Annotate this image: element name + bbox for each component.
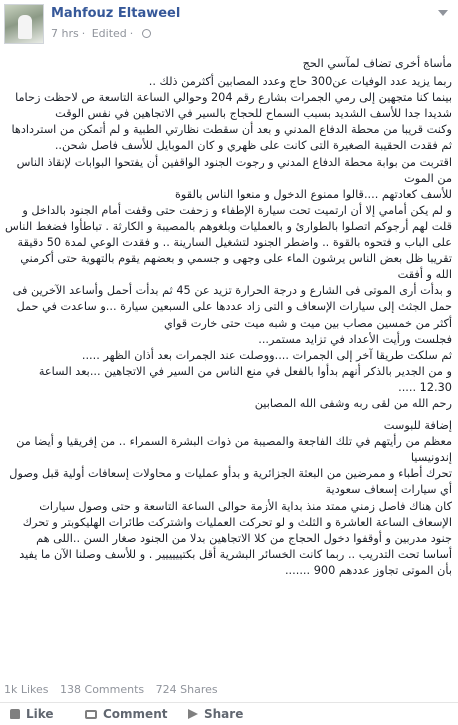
post-content bbox=[4, 56, 452, 579]
paragraph: ربما يزيد عدد الوفيات عن300 حاج وعدد المصابين أكثرمن ذلك .. bbox=[148, 75, 452, 89]
paragraph: وكنت قريبا من محطة الدفاع المدني و بعد أن سقطت نظارتي الطبية و لم أتمكن من استردادها ثم فقدت الحقيبة الصغيرة التى كانت على ظهري و كان الموبايل للأسف فاصل شحن.. bbox=[11, 123, 452, 153]
post-time[interactable]: 7 hrs bbox=[51, 27, 79, 40]
paragraph: رحم الله من لقى ربه وشفى الله المصابين bbox=[254, 396, 452, 410]
paragraph: للأسف كعادتهم ....قالوا ممنوع الدخول و منعوا الناس بالقوة bbox=[174, 187, 452, 201]
paragraph: و لم يكن أمامي إلا أن ارتميت تحت سيارة الإطفاء و زحفت حتى وقفت أمام الجنود بالداخل و قلت لهم أرجوكم اتصلوا بالطوارئ و بالعمليات وبلغوهم بالمصيبة و الكارثة . تباطأوا فضغط الناس على الباب و فتحوه بالقوة .. واضطر الجنود لتشغيل السارينة .. و فقدت الوعي لمدة 50 دقيقة تقريبا ظل بعض الناس يرشون الماء على وجهى و جسمي و بعضهم يقوم بالتهوية حتى أكرمني الله و أفقت bbox=[5, 203, 452, 282]
share-icon bbox=[188, 709, 198, 719]
globe-icon bbox=[142, 29, 151, 38]
paragraph: و بدأت أرى الموتى فى الشارع و درجة الحرارة تزيد عن 45 ثم بدأت أحمل وأساعد الآخرين فى حمل الجثث إلى سيارات الإسعاف و التى زاد عددها على السبعين سيارة ...و ساعدت في حمل أكثر من خمسين مصاب بين ميت و شبه ميت حتى خارت قواي bbox=[12, 284, 452, 330]
post-meta: 7 hrs · Edited · bbox=[51, 27, 154, 40]
paragraph: مأساة أخرى تضاف لمآسي الحج bbox=[302, 57, 452, 70]
chevron-down-icon[interactable] bbox=[438, 10, 448, 16]
paragraph: ثم سلكت طريقا آخر إلى الجمرات ....ووصلت عند الجمرات بعد أذان الظهر ..... bbox=[81, 348, 452, 362]
paragraph: تحرك أطباء و ممرضين من البعثة الجزائرية و بدأو عمليات و محاولات إسعافات أولية قبل وصول أي سيارات إسعاف سعودية bbox=[9, 467, 452, 497]
action-bar bbox=[0, 703, 458, 725]
comment-icon bbox=[85, 710, 97, 719]
like-button[interactable]: Like bbox=[10, 707, 54, 721]
paragraph: و من الجدير بالذكر أنهم بدأوا بالفعل في منع الناس من السير في الاتجاهين ...بعد الساعة 12.30 ..... bbox=[38, 364, 452, 394]
post-header bbox=[0, 0, 458, 54]
paragraph: اقتربت من بوابة محطة الدفاع المدني و رجوت الجنود الواقفين أن يفتحوا البوابات لإنقاذ الناس من الموت bbox=[16, 155, 452, 185]
avatar[interactable] bbox=[4, 4, 44, 44]
paragraph: فجلست ورأيت الأعداد في تزايد مستمر... bbox=[258, 332, 452, 346]
likes-count[interactable]: 1k Likes bbox=[4, 683, 49, 696]
edited-label[interactable]: Edited bbox=[91, 27, 127, 40]
author-name[interactable]: Mahfouz Eltaweel bbox=[51, 6, 181, 21]
paragraph: بينما كنا متجهين إلى رمي الجمرات بشارع رقم 204 وحوالي الساعة التاسعة ص لاحظت زحاما شديدا جدا للأسف الشديد بسبب السماح للحجاج بالسير في الاتجاهين في نفس الوقت bbox=[15, 91, 452, 121]
share-button[interactable]: Share bbox=[188, 707, 243, 721]
paragraph: معظم من رأيتهم في تلك الفاجعة والمصيبة من ذوات البشرة السمراء .. من إفريقيا و أيضا من إندونيسيا bbox=[16, 435, 452, 465]
post-stats bbox=[4, 683, 226, 696]
paragraph: كان هناك فاصل زمني ممتد منذ بداية الأزمة حوالى الساعة التاسعة و حتى وصول سيارات الإسعاف الساعة العاشرة و الثلث و لو تحركت العمليات واشتركت طائرات الهليكوبتر و تحرك جنود مدربين و أوقفوا دخول الحجاج من كلا الاتجاهين بدلا من الجنود صغار السن ..اللى هم أساسا تحت التدريب .. ربما كانت الخسائر البشرية أقل بكتيييييير . و للأسف وصلنا الآن ما يفيد بأن الموتى تجاوز عددهم 900 ....... bbox=[19, 499, 452, 577]
like-icon bbox=[10, 709, 20, 719]
paragraph: إضافة للبوست bbox=[383, 419, 452, 433]
comments-count[interactable]: 138 Comments bbox=[60, 683, 145, 696]
comment-button[interactable]: Comment bbox=[85, 707, 167, 721]
shares-count[interactable]: 724 Shares bbox=[155, 683, 218, 696]
